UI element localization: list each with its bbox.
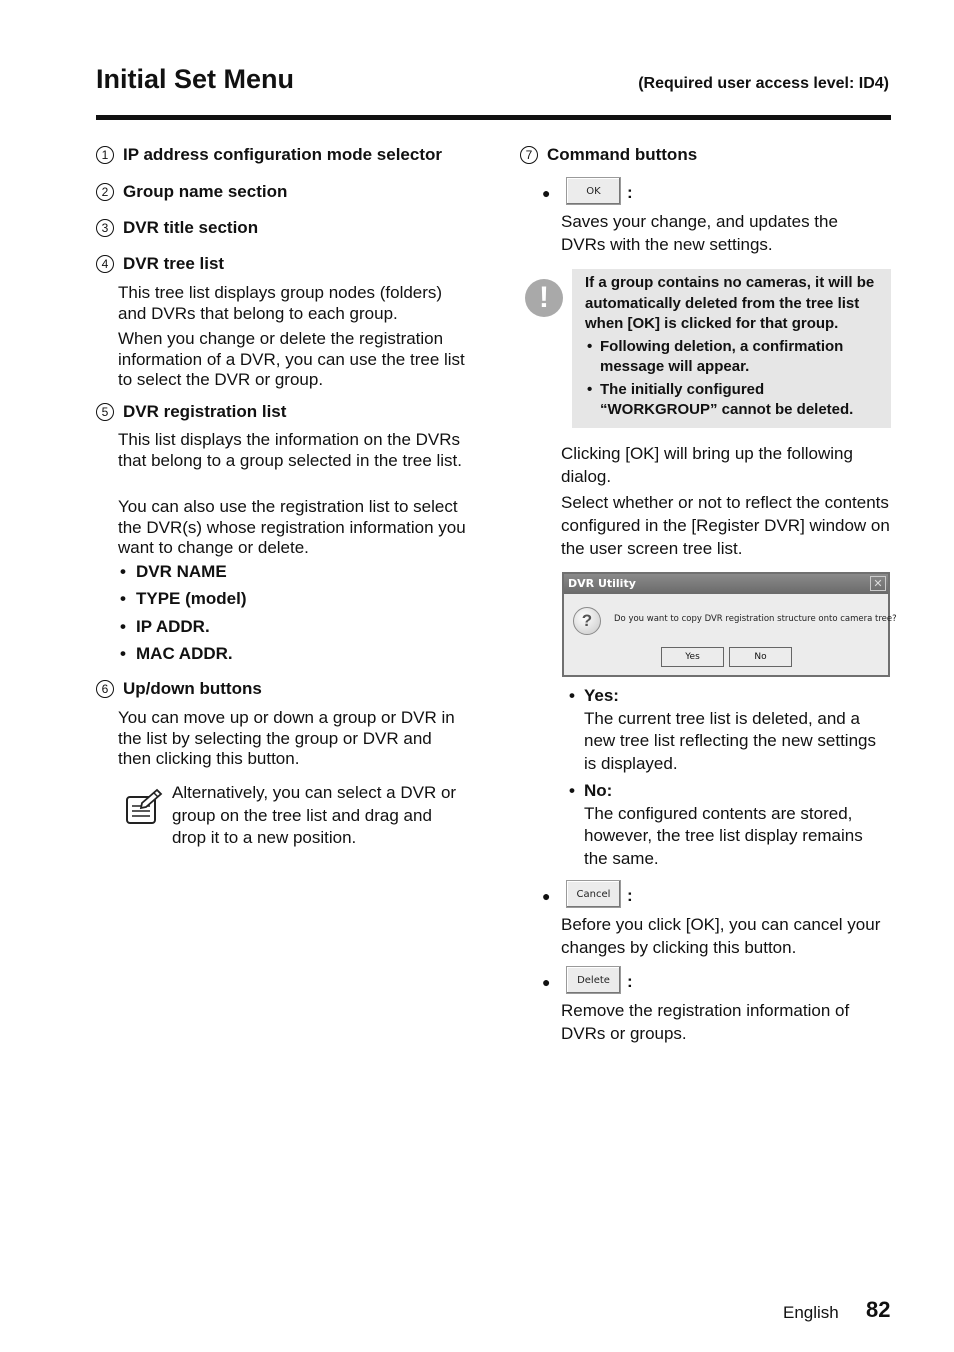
delete-colon: : (627, 972, 633, 991)
cancel-button-image: Cancel (566, 880, 621, 908)
circled-number-5: 5 (96, 403, 114, 421)
circled-number-1: 1 (96, 146, 114, 164)
yes-label: • Yes: (584, 685, 889, 708)
circled-number-6: 6 (96, 680, 114, 698)
warning-box (572, 269, 891, 428)
section-5-title: DVR registration list (123, 402, 287, 421)
delete-description: Remove the registration information of DVRs or groups. (561, 1001, 850, 1043)
section-4-title: DVR tree list (123, 254, 225, 273)
delete-button-image: Delete (566, 966, 621, 994)
ok-button-image: OK (566, 177, 621, 205)
section-1-heading (96, 145, 442, 165)
bullet: ● (542, 974, 551, 990)
close-icon[interactable]: ✕ (870, 576, 886, 591)
dialog-titlebar (564, 574, 888, 594)
circled-number-3: 3 (96, 219, 114, 237)
no-description: The configured contents are stored, however, the tree list display remains the same. (584, 803, 863, 868)
list-item: • DVR NAME (118, 562, 247, 589)
section-3-title: DVR title section (123, 218, 259, 237)
section-5-paragraph-2: You can also use the registration list to select the DVR(s) whose registration information you want to change or delete. (118, 497, 466, 557)
circled-number-7: 7 (520, 146, 538, 164)
warning-list (585, 337, 881, 421)
yes-description: The current tree list is deleted, and a new tree list reflecting the new settings is displayed. (584, 708, 876, 773)
memo-note-icon (124, 787, 164, 827)
section-2-title: Group name section (123, 182, 288, 201)
section-6-note: Alternatively, you can select a DVR or group on the tree list and drag and drop it to a new position. (172, 783, 457, 847)
warning-main-text: If a group contains no cameras, it will be automatically deleted from the tree list when [OK] is clicked for that group. (585, 274, 875, 332)
section-4-heading (96, 254, 224, 274)
yes-explanation (584, 685, 889, 775)
page-title: Initial Set Menu (96, 64, 295, 94)
cancel-description: Before you click [OK], you can cancel your changes by clicking this button. (561, 915, 881, 957)
dialog-title: DVR Utility (568, 577, 636, 590)
bullet: ● (542, 185, 551, 201)
section-1-title: IP address configuration mode selector (123, 145, 442, 164)
footer-language: English (783, 1303, 839, 1322)
circled-number-4: 4 (96, 255, 114, 273)
section-6-paragraph: You can move up or down a group or DVR in the list by selecting the group or DVR and then clicking this button. (118, 708, 455, 768)
header-rule (96, 115, 891, 120)
section-3-heading (96, 218, 258, 238)
section-7-title: Command buttons (547, 145, 698, 164)
page-number: 82 (866, 1297, 891, 1322)
section-6-title: Up/down buttons (123, 679, 262, 698)
list-item: • IP ADDR. (118, 617, 247, 644)
select-reflect-paragraph: Select whether or not to reflect the contents configured in the [Register DVR] window on the user screen tree list. (561, 493, 890, 558)
no-button[interactable]: No (729, 647, 792, 667)
dvr-utility-dialog (562, 572, 897, 677)
no-explanation (584, 780, 889, 870)
section-7-heading (520, 145, 697, 165)
section-4-paragraph-2: When you change or delete the registration information of a DVR, you can use the tree list to select the DVR or group. (118, 329, 465, 389)
section-4-paragraph-1: This tree list displays group nodes (folders) and DVRs that belong to each group. (118, 283, 443, 323)
dialog-message: Do you want to copy DVR registration structure onto camera tree? (614, 614, 897, 624)
section-5-paragraph-1: This list displays the information on the DVRs that belong to a group selected in the tree list. (118, 430, 463, 470)
click-ok-paragraph: Clicking [OK] will bring up the following dialog. (561, 444, 853, 486)
section-5-heading (96, 402, 286, 422)
warning-item: • Following deletion, a confirmation message will appear. (585, 337, 881, 378)
question-icon: ? (573, 607, 601, 635)
warning-item: • The initially configured “WORKGROUP” cannot be deleted. (585, 380, 881, 421)
list-item: • TYPE (model) (118, 589, 247, 616)
section-2-heading (96, 182, 287, 202)
list-item: • MAC ADDR. (118, 644, 247, 671)
bullet: ● (542, 888, 551, 904)
yes-button[interactable]: Yes (661, 647, 724, 667)
registration-column-list (118, 562, 247, 671)
section-6-heading (96, 679, 262, 699)
access-level-note: (Required user access level: ID4) (638, 75, 889, 92)
exclamation-icon: ! (525, 279, 563, 317)
no-label: • No: (584, 780, 889, 803)
ok-colon: : (627, 183, 633, 202)
circled-number-2: 2 (96, 183, 114, 201)
ok-description: Saves your change, and updates the DVRs with the new settings. (561, 212, 838, 254)
cancel-colon: : (627, 886, 633, 905)
